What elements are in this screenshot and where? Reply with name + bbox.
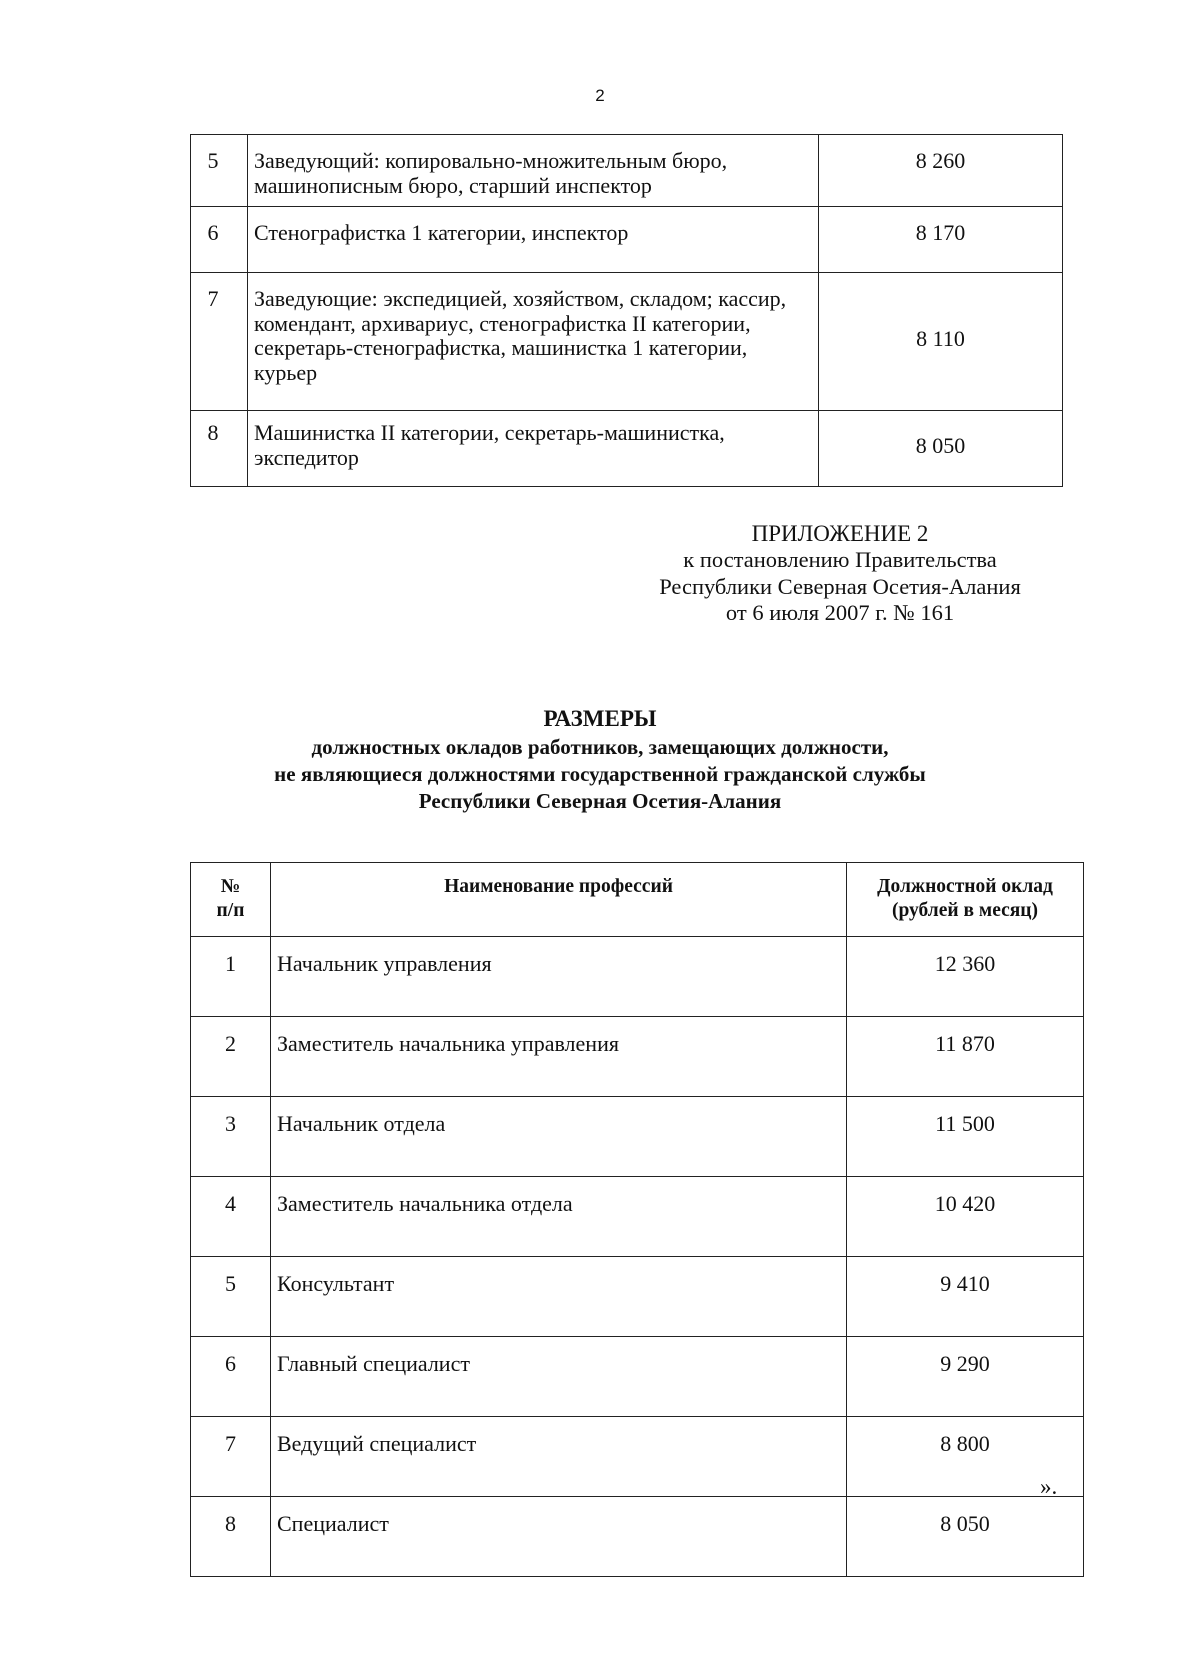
salary-value: 12 360 [847,937,1084,1017]
salary-value: 11 870 [847,1017,1084,1097]
salary-value: 9 290 [847,1337,1084,1417]
row-number: 7 [191,1417,271,1497]
salary-table [190,862,1084,1577]
table-row [191,1257,1084,1337]
profession-name: Главный специалист [271,1337,847,1417]
salary-value: 8 260 [819,135,1063,207]
salary-value: 8 170 [819,207,1063,273]
position-name: Заведующие: экспедицией, хозяйством, складом; кассир, комендант, архивариус, стенографистка II категории, секретарь-стенографистка, машинистка 1 категории, курьер [248,273,819,411]
profession-name: Ведущий специалист [271,1417,847,1497]
column-header-name: Наименование профессий [271,863,847,937]
salary-value: 8 110 [819,273,1063,411]
profession-name: Заместитель начальника отдела [271,1177,847,1257]
table-row [191,937,1084,1017]
row-number: 5 [191,1257,271,1337]
table-row [191,207,1063,273]
appendix-line: к постановлению Правительства [683,547,997,573]
salary-value: 8 800 [847,1417,1084,1497]
salary-value: 8 050 [847,1497,1084,1577]
position-name: Заведующий: копировально-множительным бюро, машинописным бюро, старший инспектор [248,135,819,207]
table-row [191,1097,1084,1177]
row-number: 6 [191,1337,271,1417]
document-heading [0,704,1200,816]
table-row [191,1497,1084,1577]
salary-value: 10 420 [847,1177,1084,1257]
table-row [191,273,1063,411]
row-number: 5 [191,135,248,207]
profession-name: Начальник отдела [271,1097,847,1177]
heading-title: РАЗМЕРЫ [543,706,657,731]
continued-salary-table [190,134,1063,487]
row-number: 6 [191,207,248,273]
row-number: 4 [191,1177,271,1257]
heading-line: должностных окладов работников, замещающих должности, [311,734,889,759]
appendix-reference [600,520,1080,627]
row-number: 7 [191,273,248,411]
appendix-line: Республики Северная Осетия-Алания [659,573,1021,599]
row-number: 8 [191,411,248,487]
header-num-symbol: № [220,876,241,897]
table-row [191,411,1063,487]
profession-name: Консультант [271,1257,847,1337]
column-header-salary [847,863,1084,937]
profession-name: Специалист [271,1497,847,1577]
salary-value: 9 410 [847,1257,1084,1337]
row-number: 3 [191,1097,271,1177]
appendix-date: от 6 июля 2007 г. № 161 [725,600,955,626]
salary-value: 11 500 [847,1097,1084,1177]
column-header-number [191,863,271,937]
table-row [191,1337,1084,1417]
header-salary-title: Должностной оклад [877,876,1053,897]
table-row [191,1017,1084,1097]
page-number: 2 [595,86,605,105]
row-number: 2 [191,1017,271,1097]
table-row [191,1177,1084,1257]
position-name: Машинистка II категории, секретарь-машинистка, экспедитор [248,411,819,487]
table-header-row [191,863,1084,937]
table-row [191,135,1063,207]
appendix-title: ПРИЛОЖЕНИЕ 2 [751,521,929,546]
row-number: 8 [191,1497,271,1577]
header-salary-unit: (рублей в месяц) [891,900,1039,922]
position-name: Стенографистка 1 категории, инспектор [248,207,819,273]
closing-quote-mark: ». [1040,1474,1058,1499]
heading-line: не являющиеся должностями государственной гражданской службы [274,762,926,787]
table-row [191,1417,1084,1497]
header-num-abbr: п/п [216,900,245,922]
profession-name: Заместитель начальника управления [271,1017,847,1097]
salary-value: 8 050 [819,411,1063,487]
heading-line: Республики Северная Осетия-Алания [418,789,782,814]
row-number: 1 [191,937,271,1017]
profession-name: Начальник управления [271,937,847,1017]
